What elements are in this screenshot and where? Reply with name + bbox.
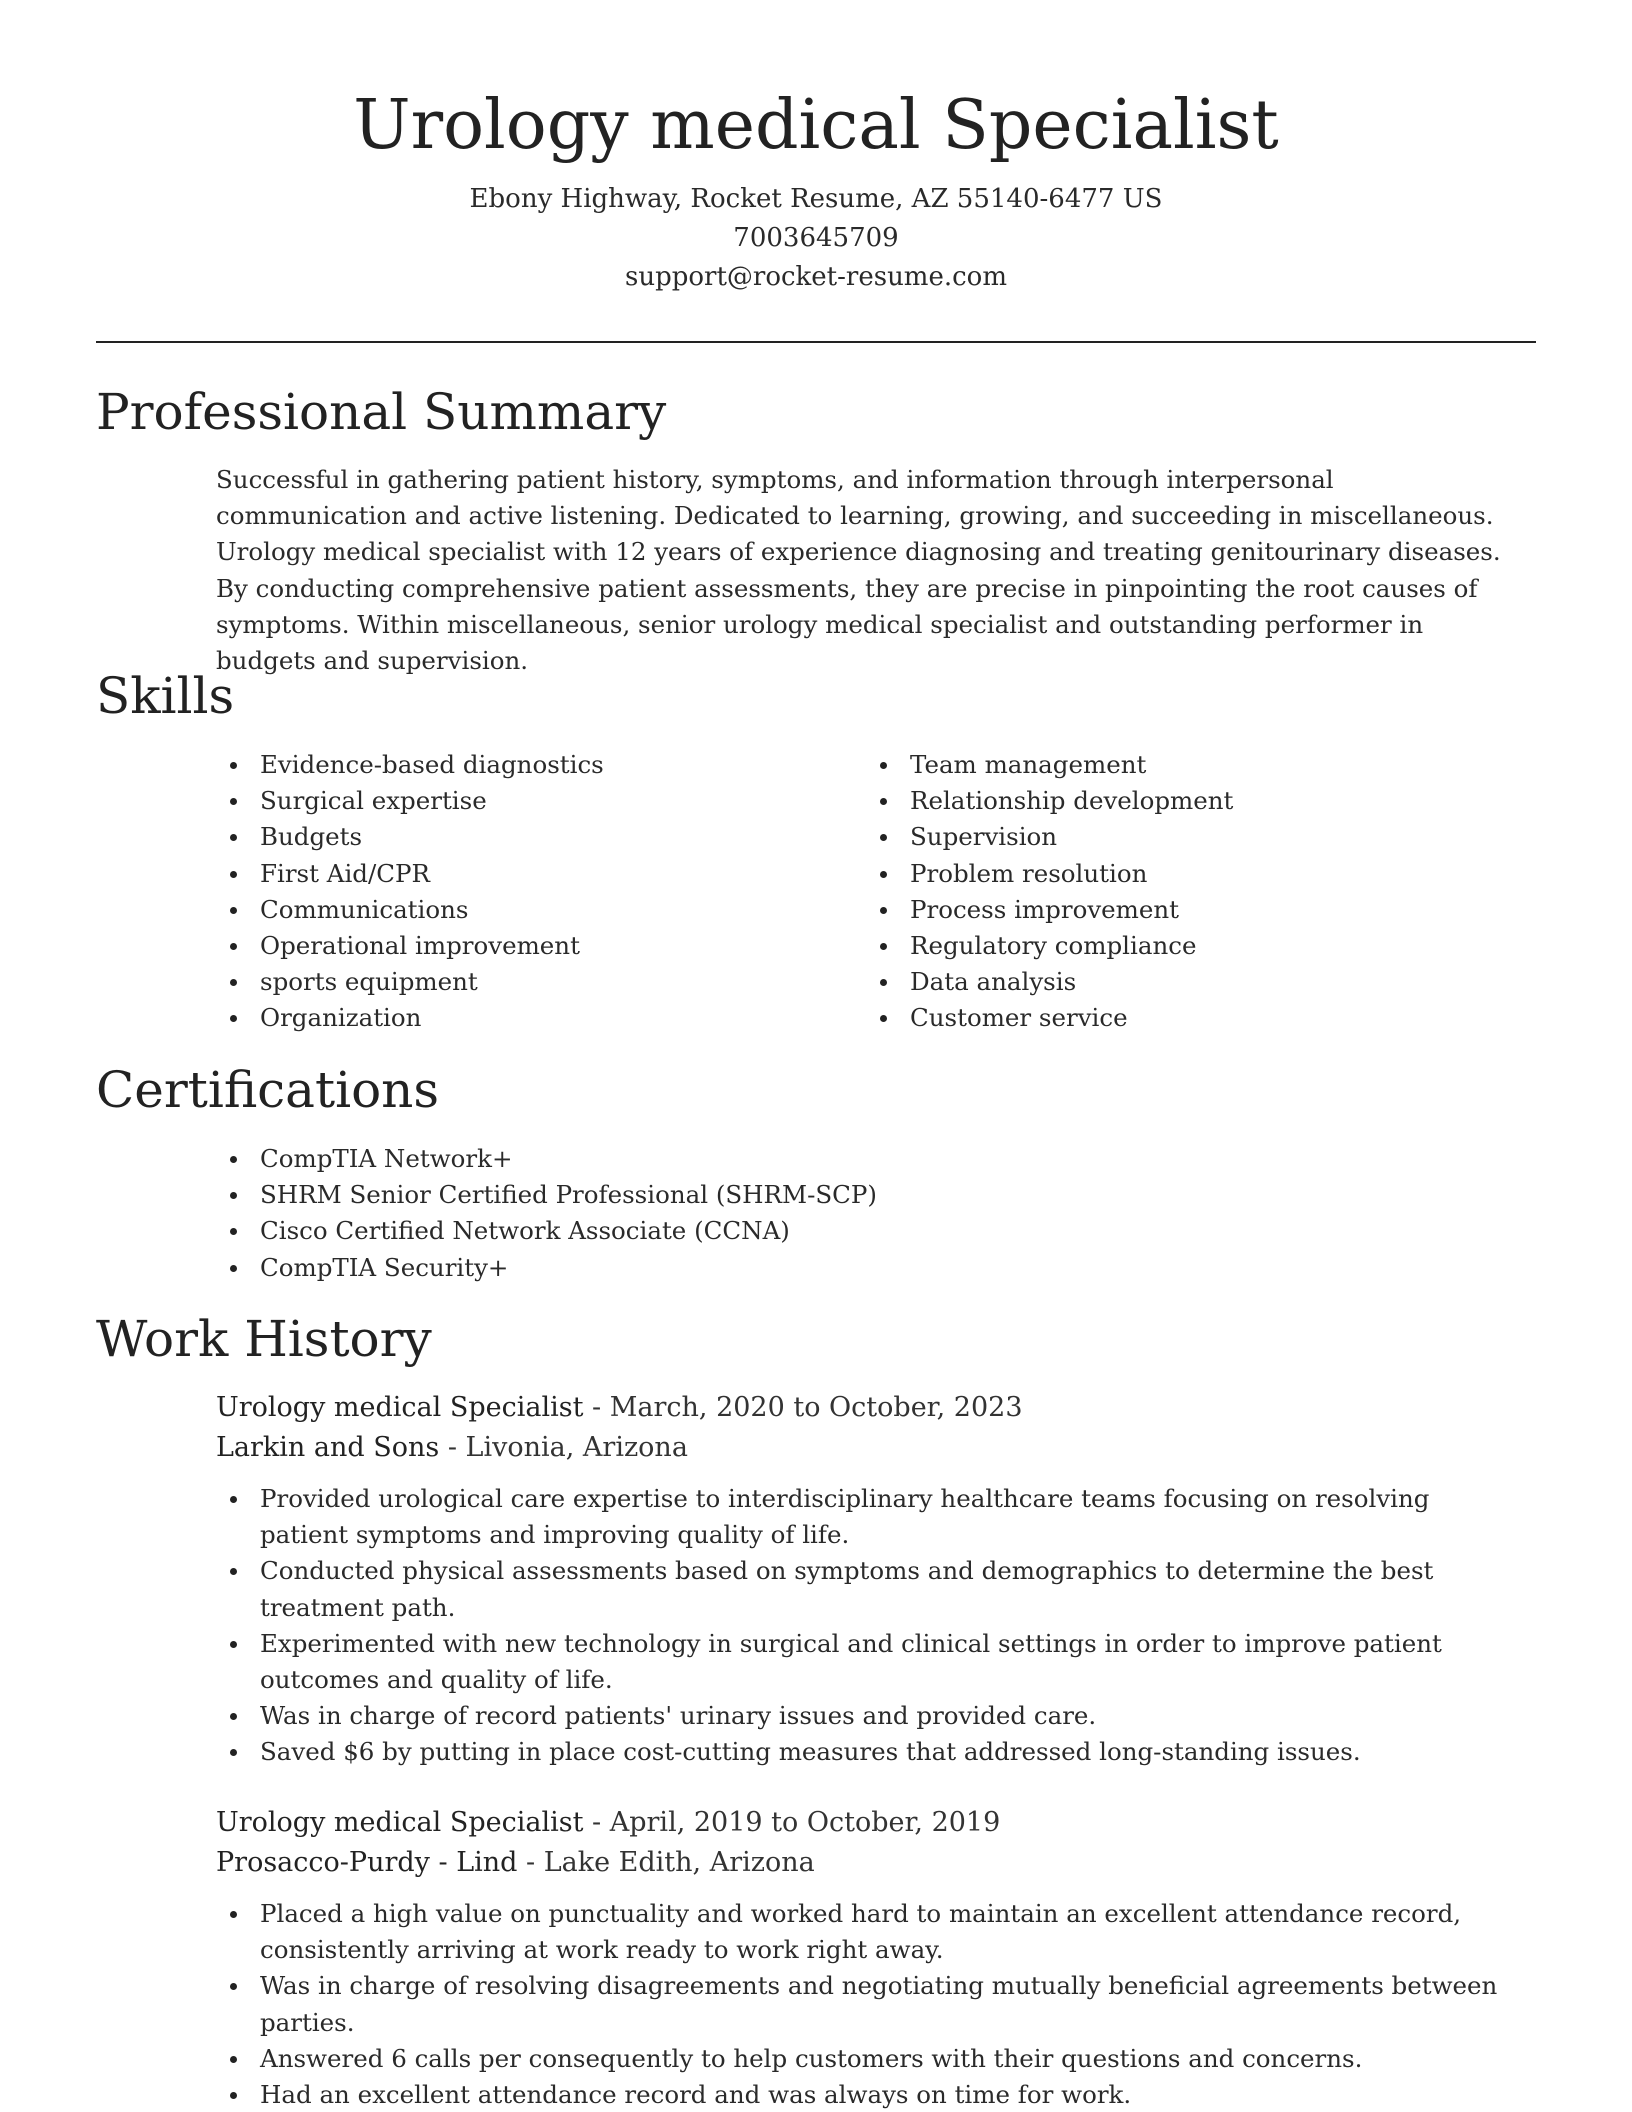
skill-item: Surgical expertise [216, 783, 816, 819]
responsibility-item: Placed a high value on punctuality and worked hard to maintain an excellent attendance record, consistently arriving at work ready to work right away. [216, 1896, 1516, 1968]
resume-header [96, 80, 1536, 297]
summary-text: Successful in gathering patient history, symptoms, and information through interpersonal communication and active listening. Dedicated to learning, growing, and succeeding in miscellaneous. Urology medical specialist with 12 years of experience diagnosing and treating genitourinary diseases. By conducting comprehensive patient assessments, they are precise in pinpointing the root causes of symptoms. Within miscellaneous, senior urology medical specialist and outstanding performer in budgets and supervision. [216, 465, 1501, 676]
responsibility-item: Had an excellent attendance record and was always on time for work. [216, 2077, 1516, 2112]
skill-item: sports equipment [216, 964, 816, 1000]
skill-item: First Aid/CPR [216, 856, 816, 892]
certification-item: CompTIA Network+ [216, 1141, 1216, 1177]
skills-list-right [866, 747, 1526, 1037]
skill-item: Evidence-based diagnostics [216, 747, 816, 783]
certifications-list [216, 1141, 1216, 1286]
job-title: Urology medical Specialist [216, 1392, 584, 1423]
job-title-line [216, 1388, 1536, 1428]
job-responsibilities [216, 1896, 1516, 2112]
skill-item: Communications [216, 892, 816, 928]
skill-item: Budgets [216, 819, 816, 855]
responsibility-item: Conducted physical assessments based on symptoms and demographics to determine the best treatment path. [216, 1553, 1516, 1625]
skill-item: Operational improvement [216, 928, 816, 964]
job-company-line [216, 1843, 1536, 1883]
candidate-name: Urology medical Specialist [353, 86, 1279, 165]
certification-item: CompTIA Security+ [216, 1250, 1216, 1286]
skill-item: Team management [866, 747, 1526, 783]
skill-item: Customer service [866, 1000, 1526, 1036]
job-location: - Lake Edith, Arizona [517, 1847, 815, 1878]
skill-item: Relationship development [866, 783, 1526, 819]
responsibility-item: Answered 6 calls per consequently to help customers with their questions and concerns. [216, 2041, 1516, 2077]
job-responsibilities [216, 1481, 1516, 1771]
summary-heading: Professional Summary [96, 383, 667, 441]
skills-list-left [216, 747, 816, 1037]
certifications-heading: Certifications [96, 1061, 440, 1119]
address: Ebony Highway, Rocket Resume, AZ 55140-6477 US [469, 184, 1163, 214]
certification-item: Cisco Certified Network Associate (CCNA) [216, 1213, 1216, 1249]
email-address: support@rocket-resume.com [624, 262, 1007, 292]
skill-item: Supervision [866, 819, 1526, 855]
phone-number: 7003645709 [733, 223, 899, 253]
responsibility-item: Was in charge of resolving disagreements and negotiating mutually beneficial agreements between parties. [216, 1968, 1516, 2040]
certification-item: SHRM Senior Certified Professional (SHRM-SCP) [216, 1177, 1216, 1213]
skills-heading: Skills [96, 667, 235, 725]
skill-item: Data analysis [866, 964, 1526, 1000]
job-company-line [216, 1428, 1536, 1468]
skill-item: Organization [216, 1000, 816, 1036]
responsibility-item: Was in charge of record patients' urinary issues and provided care. [216, 1698, 1516, 1734]
responsibility-item: Experimented with new technology in surgical and clinical settings in order to improve patient outcomes and quality of life. [216, 1626, 1516, 1698]
responsibility-item: Provided urological care expertise to interdisciplinary healthcare teams focusing on resolving patient symptoms and improving quality of life. [216, 1481, 1516, 1553]
job-dates: - April, 2019 to October, 2019 [583, 1807, 1001, 1838]
responsibility-item: Saved $6 by putting in place cost-cutting measures that addressed long-standing issues. [216, 1734, 1516, 1770]
job-title: Urology medical Specialist [216, 1807, 584, 1838]
job-dates: - March, 2020 to October, 2023 [583, 1392, 1023, 1423]
company-name: Prosacco-Purdy - Lind [216, 1847, 518, 1878]
work-history-heading: Work History [96, 1310, 432, 1368]
skill-item: Process improvement [866, 892, 1526, 928]
skill-item: Regulatory compliance [866, 928, 1526, 964]
header-divider [96, 341, 1536, 343]
job-location: - Livonia, Arizona [439, 1432, 688, 1463]
job-title-line [216, 1803, 1536, 1843]
skill-item: Problem resolution [866, 856, 1526, 892]
company-name: Larkin and Sons [216, 1432, 440, 1463]
